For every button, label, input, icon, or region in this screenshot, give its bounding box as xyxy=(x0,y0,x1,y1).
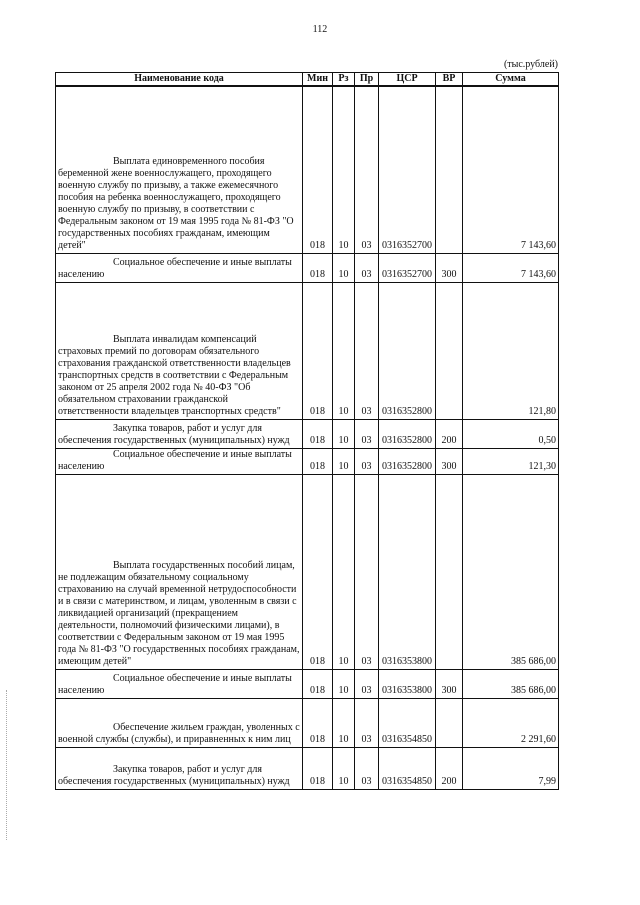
row-vr xyxy=(436,86,463,253)
table-row xyxy=(56,419,559,448)
row-sum: 7 143,60 xyxy=(463,253,559,282)
header-name: Наименование кода xyxy=(56,73,303,87)
header-rz: Рз xyxy=(333,73,355,87)
row-rz: 10 xyxy=(333,448,355,474)
row-csr: 0316353800 xyxy=(379,669,436,698)
row-sum: 385 686,00 xyxy=(463,669,559,698)
row-vr xyxy=(436,698,463,747)
row-csr: 0316352700 xyxy=(379,86,436,253)
units-label: (тыс.рублей) xyxy=(503,59,558,70)
row-min: 018 xyxy=(303,669,333,698)
row-vr: 200 xyxy=(436,747,463,789)
row-csr: 0316352800 xyxy=(379,448,436,474)
table-row xyxy=(56,448,559,474)
header-csr: ЦСР xyxy=(379,73,436,87)
row-min: 018 xyxy=(303,448,333,474)
row-pr: 03 xyxy=(355,747,379,789)
row-csr: 0316354850 xyxy=(379,747,436,789)
row-vr: 200 xyxy=(436,419,463,448)
row-vr xyxy=(436,282,463,419)
row-pr: 03 xyxy=(355,282,379,419)
row-csr: 0316353800 xyxy=(379,474,436,669)
row-rz: 10 xyxy=(333,747,355,789)
row-min: 018 xyxy=(303,86,333,253)
row-rz: 10 xyxy=(333,474,355,669)
row-csr: 0316354850 xyxy=(379,698,436,747)
row-pr: 03 xyxy=(355,698,379,747)
row-name: Обеспечение жильем граждан, уволенных с военной службы (службы), и приравненных к ним лиц xyxy=(56,698,303,747)
header-min: Мин xyxy=(303,73,333,87)
row-name: Социальное обеспечение и иные выплаты населению xyxy=(56,448,303,474)
row-vr: 300 xyxy=(436,448,463,474)
row-pr: 03 xyxy=(355,86,379,253)
row-name: Закупка товаров, работ и услуг для обеспечения государственных (муниципальных) нужд xyxy=(56,747,303,789)
row-csr: 0316352800 xyxy=(379,419,436,448)
row-pr: 03 xyxy=(355,448,379,474)
row-name: Закупка товаров, работ и услуг для обеспечения государственных (муниципальных) нужд xyxy=(56,419,303,448)
row-csr: 0316352800 xyxy=(379,282,436,419)
row-pr: 03 xyxy=(355,669,379,698)
row-vr: 300 xyxy=(436,253,463,282)
table-row xyxy=(56,669,559,698)
budget-table xyxy=(55,72,559,790)
header-sum: Сумма xyxy=(463,73,559,87)
row-rz: 10 xyxy=(333,86,355,253)
row-pr: 03 xyxy=(355,253,379,282)
row-pr: 03 xyxy=(355,419,379,448)
row-sum: 7 143,60 xyxy=(463,86,559,253)
row-pr: 03 xyxy=(355,474,379,669)
margin-marks xyxy=(6,690,11,840)
table-row xyxy=(56,474,559,669)
row-rz: 10 xyxy=(333,698,355,747)
row-vr: 300 xyxy=(436,669,463,698)
row-name: Социальное обеспечение и иные выплаты населению xyxy=(56,669,303,698)
row-min: 018 xyxy=(303,747,333,789)
header-pr: Пр xyxy=(355,73,379,87)
row-name: Выплата государственных пособий лицам, не подлежащим обязательному социальному страхованию на случай временной нетрудоспособности и в связи с материнством, и лицам, уволенным в связи с ликвидацией организаций (прекращением деятельности, полномочий физическими лицами), в соответствии с Федеральным законом от 19 мая 1995 года № 81-ФЗ "О государственных пособиях гражданам, имеющим детей" xyxy=(56,474,303,669)
row-sum: 385 686,00 xyxy=(463,474,559,669)
table-row xyxy=(56,282,559,419)
header-vr: ВР xyxy=(436,73,463,87)
row-rz: 10 xyxy=(333,282,355,419)
row-rz: 10 xyxy=(333,419,355,448)
table-header-row xyxy=(56,73,559,87)
row-sum: 121,80 xyxy=(463,282,559,419)
table-row xyxy=(56,698,559,747)
row-min: 018 xyxy=(303,419,333,448)
row-vr xyxy=(436,474,463,669)
row-sum: 2 291,60 xyxy=(463,698,559,747)
row-rz: 10 xyxy=(333,253,355,282)
table-row xyxy=(56,253,559,282)
row-name: Выплата инвалидам компенсаций страховых премий по договорам обязательного страхования гражданской ответственности владельцев транспортных средств в соответствии с Федеральным законом от 25 апреля 2002 года № 40-ФЗ "Об обязательном страховании гражданской ответственности владельцев транспортных средств" xyxy=(56,282,303,419)
row-sum: 0,50 xyxy=(463,419,559,448)
page-number: 112 xyxy=(312,24,328,35)
row-min: 018 xyxy=(303,253,333,282)
row-sum: 7,99 xyxy=(463,747,559,789)
row-sum: 121,30 xyxy=(463,448,559,474)
table-row xyxy=(56,86,559,253)
row-rz: 10 xyxy=(333,669,355,698)
row-min: 018 xyxy=(303,474,333,669)
row-csr: 0316352700 xyxy=(379,253,436,282)
row-min: 018 xyxy=(303,282,333,419)
table-row xyxy=(56,747,559,789)
row-name: Социальное обеспечение и иные выплаты населению xyxy=(56,253,303,282)
row-min: 018 xyxy=(303,698,333,747)
row-name: Выплата единовременного пособия беременной жене военнослужащего, проходящего военную службу по призыву, а также ежемесячного пособия на ребенка военнослужащего, проходящего военную службу по призыву, в соответствии с Федеральным законом от 19 мая 1995 года № 81-ФЗ "О государственных пособиях гражданам, имеющим детей" xyxy=(56,86,303,253)
